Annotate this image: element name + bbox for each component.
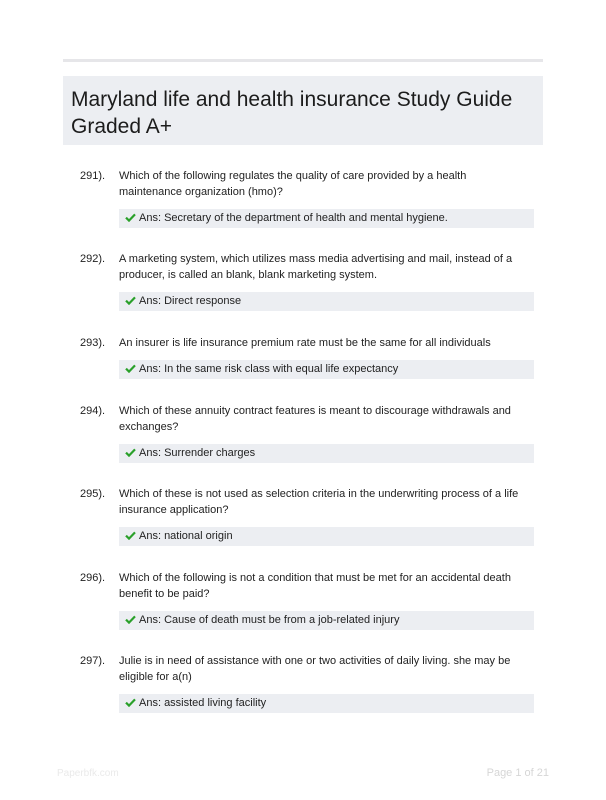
- question-text: Which of the following regulates the quality of care provided by a health maintenance organization (hmo)?: [119, 170, 467, 198]
- question-text: Which of these is not used as selection criteria in the underwriting process of a life insurance application?: [119, 488, 519, 516]
- answer-box: [119, 611, 534, 630]
- question-number: 293).: [80, 337, 106, 349]
- answer-text: Ans: Direct response: [139, 295, 242, 307]
- answer-text: Ans: Cause of death must be from a job-related injury: [139, 614, 400, 626]
- question-text: Which of these annuity contract features is meant to discourage withdrawals and exchanges?: [119, 405, 511, 433]
- page-indicator: Page 1 of 21: [486, 767, 549, 779]
- check-icon: [125, 615, 136, 624]
- answer-box: [119, 444, 534, 463]
- question-number: 294).: [80, 405, 106, 417]
- answer-box: [119, 527, 534, 546]
- answer-box: [119, 694, 534, 713]
- answer-box: [119, 360, 534, 379]
- answer-text: Ans: national origin: [139, 530, 233, 542]
- answer-box: [119, 292, 534, 311]
- check-icon: [125, 448, 136, 457]
- check-icon: [125, 213, 136, 222]
- footer-watermark: Paperbfk.com: [57, 768, 119, 779]
- page-title: Maryland life and health insurance Study Guide Graded A+: [71, 88, 513, 138]
- question-number: 295).: [80, 488, 106, 500]
- question-text: Julie is in need of assistance with one or two activities of daily living. she may be eligible for a(n): [119, 655, 511, 683]
- answer-text: Ans: Surrender charges: [139, 447, 256, 459]
- question-number: 297).: [80, 655, 106, 667]
- question-number: 296).: [80, 572, 106, 584]
- question-text: A marketing system, which utilizes mass media advertising and mail, instead of a producer, is called an blank, blank marketing system.: [119, 253, 513, 281]
- question-text: An insurer is life insurance premium rate must be the same for all individuals: [119, 337, 491, 349]
- answer-text: Ans: In the same risk class with equal life expectancy: [139, 363, 399, 375]
- check-icon: [125, 296, 136, 305]
- answer-text: Ans: assisted living facility: [139, 697, 267, 709]
- top-rule: [63, 59, 543, 62]
- check-icon: [125, 364, 136, 373]
- check-icon: [125, 531, 136, 540]
- check-icon: [125, 698, 136, 707]
- question-number: 292).: [80, 253, 106, 265]
- answer-text: Ans: Secretary of the department of health and mental hygiene.: [139, 212, 448, 224]
- question-text: Which of the following is not a condition that must be met for an accidental death benefit to be paid?: [119, 572, 511, 600]
- title-banner: [63, 76, 543, 145]
- answer-box: [119, 209, 534, 228]
- question-number: 291).: [80, 170, 106, 182]
